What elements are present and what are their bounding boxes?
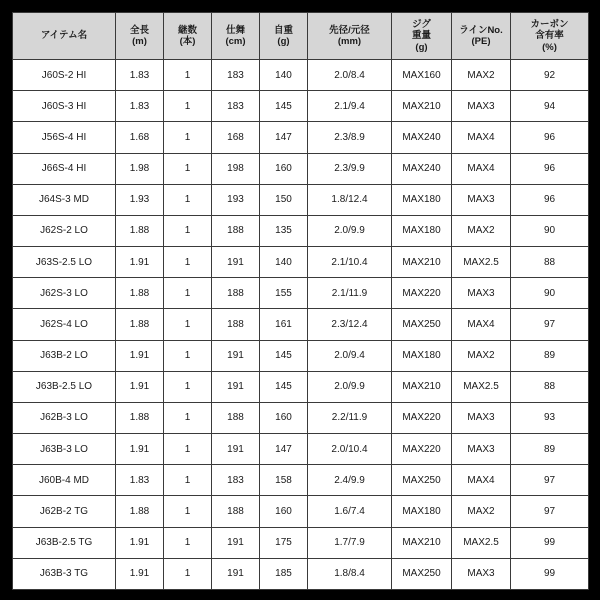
cell-weight: 140 — [260, 247, 308, 278]
cell-pieces: 1 — [164, 309, 212, 340]
cell-closed-length: 191 — [212, 558, 260, 589]
header-jig-weight-line: ジグ — [412, 18, 431, 30]
cell-closed-length: 191 — [212, 371, 260, 402]
cell-closed-length: 188 — [212, 278, 260, 309]
cell-jig-weight: MAX250 — [392, 309, 452, 340]
table-row — [13, 184, 589, 215]
cell-pieces: 1 — [164, 91, 212, 122]
table-row — [13, 60, 589, 91]
table-row — [13, 558, 589, 589]
table-row — [13, 527, 589, 558]
cell-carbon-content: 96 — [511, 122, 589, 153]
cell-item-name: J62B-3 LO — [13, 402, 116, 433]
table-row — [13, 278, 589, 309]
cell-line-no: MAX4 — [452, 309, 511, 340]
table-row — [13, 371, 589, 402]
cell-pieces: 1 — [164, 153, 212, 184]
cell-weight: 158 — [260, 465, 308, 496]
cell-line-no: MAX4 — [452, 465, 511, 496]
table-row — [13, 215, 589, 246]
cell-carbon-content: 99 — [511, 558, 589, 589]
cell-tip-butt-diameter: 2.0/8.4 — [308, 60, 392, 91]
cell-carbon-content: 96 — [511, 153, 589, 184]
table-row — [13, 434, 589, 465]
cell-weight: 147 — [260, 434, 308, 465]
cell-length: 1.91 — [116, 371, 164, 402]
cell-closed-length: 188 — [212, 402, 260, 433]
cell-line-no: MAX2.5 — [452, 527, 511, 558]
cell-carbon-content: 90 — [511, 278, 589, 309]
cell-pieces: 1 — [164, 558, 212, 589]
cell-weight: 160 — [260, 153, 308, 184]
cell-item-name: J63B-3 LO — [13, 434, 116, 465]
header-tip-butt-diameter-line: 先径/元径 — [329, 24, 370, 36]
cell-item-name: J63B-2.5 TG — [13, 527, 116, 558]
cell-pieces: 1 — [164, 465, 212, 496]
cell-pieces: 1 — [164, 402, 212, 433]
cell-line-no: MAX3 — [452, 91, 511, 122]
cell-line-no: MAX4 — [452, 153, 511, 184]
cell-jig-weight: MAX250 — [392, 465, 452, 496]
cell-carbon-content: 88 — [511, 247, 589, 278]
cell-length: 1.83 — [116, 465, 164, 496]
cell-tip-butt-diameter: 2.1/9.4 — [308, 91, 392, 122]
header-length — [116, 13, 164, 60]
cell-weight: 160 — [260, 496, 308, 527]
header-item-name — [13, 13, 116, 60]
header-jig-weight — [392, 13, 452, 60]
cell-line-no: MAX3 — [452, 278, 511, 309]
cell-tip-butt-diameter: 2.3/9.9 — [308, 153, 392, 184]
cell-jig-weight: MAX210 — [392, 527, 452, 558]
cell-carbon-content: 97 — [511, 465, 589, 496]
cell-tip-butt-diameter: 1.7/7.9 — [308, 527, 392, 558]
cell-jig-weight: MAX240 — [392, 153, 452, 184]
cell-length: 1.88 — [116, 402, 164, 433]
cell-carbon-content: 93 — [511, 402, 589, 433]
table-row — [13, 402, 589, 433]
cell-item-name: J60S-3 HI — [13, 91, 116, 122]
cell-line-no: MAX2 — [452, 215, 511, 246]
cell-pieces: 1 — [164, 122, 212, 153]
cell-tip-butt-diameter: 2.0/10.4 — [308, 434, 392, 465]
cell-jig-weight: MAX180 — [392, 215, 452, 246]
cell-pieces: 1 — [164, 371, 212, 402]
cell-length: 1.88 — [116, 278, 164, 309]
rod-spec-table — [12, 12, 589, 590]
cell-weight: 185 — [260, 558, 308, 589]
cell-item-name: J62B-2 TG — [13, 496, 116, 527]
cell-weight: 150 — [260, 184, 308, 215]
cell-jig-weight: MAX210 — [392, 91, 452, 122]
cell-weight: 145 — [260, 91, 308, 122]
cell-weight: 140 — [260, 60, 308, 91]
header-tip-butt-diameter — [308, 13, 392, 60]
spec-table-container — [12, 12, 588, 590]
cell-jig-weight: MAX220 — [392, 434, 452, 465]
header-jig-weight-line: 重量 — [411, 30, 431, 42]
cell-weight: 145 — [260, 371, 308, 402]
table-row — [13, 122, 589, 153]
cell-item-name: J66S-4 HI — [13, 153, 116, 184]
header-carbon-content-line: カーボン — [530, 18, 569, 30]
cell-length: 1.91 — [116, 558, 164, 589]
header-closed-length — [212, 13, 260, 60]
cell-pieces: 1 — [164, 60, 212, 91]
cell-item-name: J62S-3 LO — [13, 278, 116, 309]
cell-closed-length: 183 — [212, 60, 260, 91]
cell-jig-weight: MAX180 — [392, 340, 452, 371]
cell-closed-length: 183 — [212, 91, 260, 122]
cell-length: 1.91 — [116, 247, 164, 278]
cell-closed-length: 191 — [212, 527, 260, 558]
cell-jig-weight: MAX220 — [392, 278, 452, 309]
cell-closed-length: 188 — [212, 496, 260, 527]
header-length-line: (m) — [132, 36, 147, 47]
cell-item-name: J62S-4 LO — [13, 309, 116, 340]
cell-tip-butt-diameter: 2.0/9.4 — [308, 340, 392, 371]
table-row — [13, 91, 589, 122]
cell-line-no: MAX3 — [452, 184, 511, 215]
cell-line-no: MAX4 — [452, 122, 511, 153]
cell-carbon-content: 92 — [511, 60, 589, 91]
cell-jig-weight: MAX210 — [392, 247, 452, 278]
cell-jig-weight: MAX250 — [392, 558, 452, 589]
cell-length: 1.88 — [116, 496, 164, 527]
header-closed-length-line: (cm) — [225, 36, 246, 47]
cell-closed-length: 188 — [212, 215, 260, 246]
cell-weight: 175 — [260, 527, 308, 558]
cell-weight: 147 — [260, 122, 308, 153]
cell-length: 1.83 — [116, 60, 164, 91]
cell-length: 1.93 — [116, 184, 164, 215]
table-row — [13, 247, 589, 278]
cell-carbon-content: 96 — [511, 184, 589, 215]
header-carbon-content-line: (%) — [542, 41, 557, 53]
cell-closed-length: 191 — [212, 247, 260, 278]
header-pieces-line: 継数 — [177, 24, 197, 36]
cell-pieces: 1 — [164, 215, 212, 246]
table-body — [13, 60, 589, 590]
cell-line-no: MAX3 — [452, 402, 511, 433]
table-header-row — [13, 13, 589, 60]
cell-closed-length: 191 — [212, 340, 260, 371]
cell-item-name: J63B-2 LO — [13, 340, 116, 371]
cell-jig-weight: MAX240 — [392, 122, 452, 153]
cell-item-name: J64S-3 MD — [13, 184, 116, 215]
cell-item-name: J60S-2 HI — [13, 60, 116, 91]
cell-tip-butt-diameter: 1.6/7.4 — [308, 496, 392, 527]
cell-tip-butt-diameter: 2.4/9.9 — [308, 465, 392, 496]
cell-line-no: MAX2 — [452, 496, 511, 527]
cell-weight: 160 — [260, 402, 308, 433]
header-closed-length-line: 仕舞 — [225, 24, 245, 36]
cell-tip-butt-diameter: 1.8/8.4 — [308, 558, 392, 589]
cell-carbon-content: 97 — [511, 309, 589, 340]
cell-carbon-content: 90 — [511, 215, 589, 246]
cell-weight: 135 — [260, 215, 308, 246]
cell-carbon-content: 88 — [511, 371, 589, 402]
cell-item-name: J63B-3 TG — [13, 558, 116, 589]
cell-jig-weight: MAX180 — [392, 184, 452, 215]
cell-weight: 155 — [260, 278, 308, 309]
cell-length: 1.88 — [116, 309, 164, 340]
cell-length: 1.91 — [116, 434, 164, 465]
cell-weight: 161 — [260, 309, 308, 340]
cell-tip-butt-diameter: 2.1/11.9 — [308, 278, 392, 309]
cell-line-no: MAX3 — [452, 558, 511, 589]
cell-jig-weight: MAX160 — [392, 60, 452, 91]
cell-tip-butt-diameter: 2.1/10.4 — [308, 247, 392, 278]
header-carbon-content-line: 含有率 — [535, 30, 564, 42]
cell-jig-weight: MAX220 — [392, 402, 452, 433]
cell-item-name: J62S-2 LO — [13, 215, 116, 246]
cell-pieces: 1 — [164, 247, 212, 278]
cell-closed-length: 193 — [212, 184, 260, 215]
table-row — [13, 340, 589, 371]
cell-line-no: MAX2.5 — [452, 371, 511, 402]
cell-length: 1.88 — [116, 215, 164, 246]
cell-length: 1.91 — [116, 527, 164, 558]
header-item-name-line: アイテム名 — [40, 30, 88, 42]
cell-line-no: MAX2 — [452, 60, 511, 91]
header-weight — [260, 13, 308, 60]
cell-tip-butt-diameter: 2.0/9.9 — [308, 215, 392, 246]
cell-line-no: MAX2 — [452, 340, 511, 371]
cell-jig-weight: MAX210 — [392, 371, 452, 402]
cell-closed-length: 168 — [212, 122, 260, 153]
header-carbon-content — [511, 13, 589, 60]
header-line-no — [452, 13, 511, 60]
cell-closed-length: 191 — [212, 434, 260, 465]
cell-jig-weight: MAX180 — [392, 496, 452, 527]
table-row — [13, 496, 589, 527]
cell-closed-length: 188 — [212, 309, 260, 340]
cell-length: 1.98 — [116, 153, 164, 184]
cell-pieces: 1 — [164, 340, 212, 371]
cell-item-name: J63S-2.5 LO — [13, 247, 116, 278]
header-line-no-line: (PE) — [471, 36, 491, 47]
cell-length: 1.83 — [116, 91, 164, 122]
cell-closed-length: 198 — [212, 153, 260, 184]
cell-carbon-content: 97 — [511, 496, 589, 527]
cell-pieces: 1 — [164, 434, 212, 465]
cell-pieces: 1 — [164, 278, 212, 309]
table-row — [13, 153, 589, 184]
cell-tip-butt-diameter: 1.8/12.4 — [308, 184, 392, 215]
header-tip-butt-diameter-line: (mm) — [337, 36, 362, 47]
header-weight-line: 自重 — [273, 24, 293, 36]
cell-carbon-content: 94 — [511, 91, 589, 122]
header-weight-line: (g) — [277, 36, 290, 47]
header-pieces-line: (本) — [179, 36, 196, 47]
cell-pieces: 1 — [164, 184, 212, 215]
cell-item-name: J63B-2.5 LO — [13, 371, 116, 402]
cell-tip-butt-diameter: 2.0/9.9 — [308, 371, 392, 402]
cell-pieces: 1 — [164, 496, 212, 527]
cell-carbon-content: 89 — [511, 434, 589, 465]
cell-line-no: MAX2.5 — [452, 247, 511, 278]
header-jig-weight-line: (g) — [415, 41, 428, 53]
header-line-no-line: ラインNo. — [459, 24, 503, 36]
cell-weight: 145 — [260, 340, 308, 371]
cell-tip-butt-diameter: 2.3/8.9 — [308, 122, 392, 153]
cell-length: 1.68 — [116, 122, 164, 153]
cell-length: 1.91 — [116, 340, 164, 371]
cell-pieces: 1 — [164, 527, 212, 558]
cell-carbon-content: 99 — [511, 527, 589, 558]
cell-tip-butt-diameter: 2.2/11.9 — [308, 402, 392, 433]
header-pieces — [164, 13, 212, 60]
cell-tip-butt-diameter: 2.3/12.4 — [308, 309, 392, 340]
cell-item-name: J60B-4 MD — [13, 465, 116, 496]
cell-item-name: J56S-4 HI — [13, 122, 116, 153]
cell-closed-length: 183 — [212, 465, 260, 496]
table-row — [13, 309, 589, 340]
table-row — [13, 465, 589, 496]
header-length-line: 全長 — [129, 24, 149, 36]
cell-line-no: MAX3 — [452, 434, 511, 465]
cell-carbon-content: 89 — [511, 340, 589, 371]
